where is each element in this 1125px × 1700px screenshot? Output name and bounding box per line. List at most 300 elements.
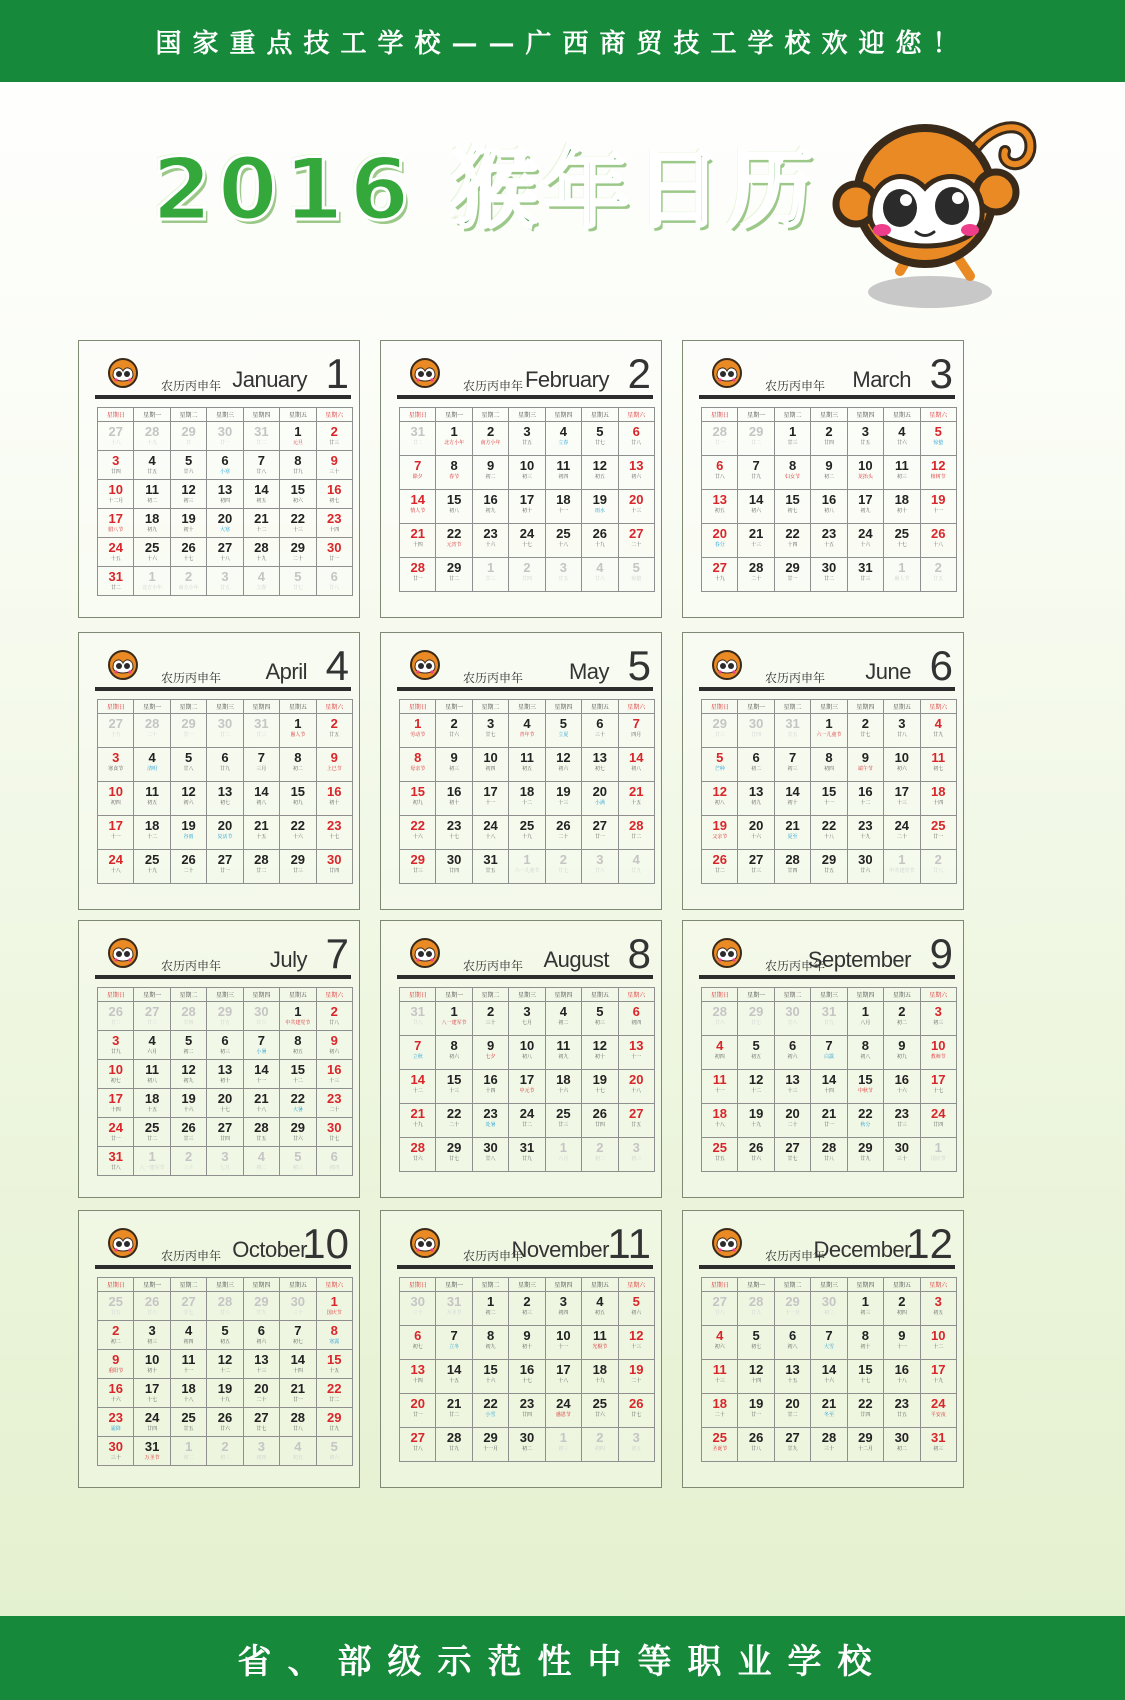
day-cell	[316, 1031, 352, 1060]
day-number: 10	[519, 458, 535, 473]
weekday-header: 星期六	[316, 988, 352, 1002]
day-cell	[400, 1036, 436, 1070]
lunar-day-label: 廿五	[485, 868, 496, 874]
day-number: 28	[712, 424, 727, 439]
lunar-day-label: 廿七	[631, 1412, 642, 1418]
lunar-day-label: 小满	[594, 800, 605, 806]
day-number: 18	[894, 492, 910, 507]
weekday-header: 星期六	[618, 700, 654, 714]
lunar-day-label: 廿九	[292, 469, 303, 475]
lunar-day-label: 初五	[594, 1310, 605, 1316]
day-cell	[98, 816, 134, 850]
day-number: 27	[217, 1120, 233, 1135]
day-number: 2	[523, 1294, 531, 1309]
day-cell	[738, 1002, 774, 1036]
monkey-icon	[103, 353, 143, 393]
week-row	[702, 1070, 957, 1104]
day-cell	[811, 782, 847, 816]
lunar-day-label: 十六	[147, 556, 158, 562]
lunar-day-label: 廿二	[412, 440, 423, 446]
day-number: 3	[221, 1149, 229, 1164]
weekday-header: 星期四	[545, 1278, 581, 1292]
lunar-year-label: 农历丙申年	[765, 1249, 826, 1263]
day-cell	[920, 558, 956, 592]
monkey-icon	[405, 933, 445, 973]
day-cell	[738, 422, 774, 456]
lunar-day-label: 三十	[183, 1165, 194, 1171]
lunar-day-label: 十九	[933, 1378, 944, 1384]
day-number: 1	[486, 560, 495, 575]
week-row	[702, 524, 957, 558]
lunar-day-label: 初六	[714, 1344, 725, 1350]
day-cell	[280, 1350, 316, 1379]
lunar-day-label: 初九	[183, 1078, 194, 1084]
day-number: 15	[290, 1062, 306, 1077]
week-row	[702, 1360, 957, 1394]
weekday-header: 星期二	[472, 1278, 508, 1292]
day-number: 6	[596, 716, 604, 731]
day-cell	[738, 1036, 774, 1070]
weekday-header: 星期五	[280, 1278, 316, 1292]
lunar-day-label: 小寒	[219, 469, 230, 475]
day-cell	[280, 451, 316, 480]
week-row	[400, 1360, 655, 1394]
day-cell	[509, 1002, 545, 1036]
weekday-header: 星期三	[509, 408, 545, 422]
day-number: 3	[898, 716, 906, 731]
day-number: 30	[894, 1140, 910, 1155]
day-cell	[280, 782, 316, 816]
lunar-day-label: 十一	[823, 800, 834, 806]
week-row	[98, 422, 353, 451]
day-number: 25	[181, 1410, 196, 1425]
day-number: 28	[712, 1004, 727, 1019]
lunar-day-label: 八一建军节	[139, 1165, 165, 1171]
lunar-day-label: 十一	[714, 1088, 725, 1094]
lunar-day-label: 初九	[751, 800, 762, 806]
day-cell	[738, 714, 774, 748]
day-number: 29	[785, 560, 800, 575]
day-cell	[98, 509, 134, 538]
day-number: 12	[556, 750, 571, 765]
lunar-day-label: 六月	[147, 1049, 158, 1055]
week-row	[98, 1321, 353, 1350]
lunar-day-label: 初三	[183, 498, 194, 504]
lunar-day-label: 十六	[485, 542, 496, 548]
lunar-day-label: 廿七	[594, 440, 605, 446]
week-row	[400, 1002, 655, 1036]
day-cell	[316, 422, 352, 451]
weekday-header: 星期二	[774, 1278, 810, 1292]
weekday-header: 星期三	[811, 700, 847, 714]
week-row	[98, 748, 353, 782]
week-row	[400, 850, 655, 884]
day-number: 7	[632, 716, 640, 731]
day-cell	[207, 1437, 243, 1466]
lunar-day-label: 初十	[521, 508, 532, 514]
day-cell	[702, 1292, 738, 1326]
lunar-day-label: 廿四	[594, 1122, 605, 1128]
day-number: 31	[858, 560, 873, 575]
day-cell	[436, 524, 472, 558]
weekday-header: 星期四	[243, 700, 279, 714]
day-cell	[170, 422, 206, 451]
day-cell	[545, 456, 581, 490]
lunar-day-label: 十五	[256, 834, 267, 840]
lunar-day-label: 廿三	[147, 1020, 158, 1026]
lunar-day-label: 六一儿童节	[514, 868, 540, 874]
weekday-header: 星期六	[920, 408, 956, 422]
day-cell	[618, 782, 654, 816]
day-number: 27	[785, 1430, 800, 1445]
day-number: 11	[712, 1362, 727, 1377]
weekday-row	[702, 700, 957, 714]
day-number: 5	[596, 424, 604, 439]
day-cell	[436, 1394, 472, 1428]
lunar-day-label: 初三	[933, 1020, 944, 1026]
day-cell	[400, 714, 436, 748]
day-number: 24	[556, 1396, 571, 1411]
day-number: 18	[144, 818, 160, 833]
day-number: 23	[446, 818, 462, 833]
day-number: 24	[108, 852, 123, 867]
day-number: 4	[898, 424, 906, 439]
day-cell	[170, 748, 206, 782]
lunar-day-label: 廿一	[412, 1412, 423, 1418]
lunar-day-label: 十三	[751, 542, 762, 548]
day-number: 12	[748, 1362, 764, 1377]
lunar-day-label: 十六	[860, 542, 871, 548]
day-number: 26	[108, 1004, 123, 1019]
day-number: 16	[519, 1362, 535, 1377]
day-cell	[545, 1138, 581, 1172]
day-cell	[436, 1428, 472, 1462]
day-number: 11	[145, 784, 159, 799]
lunar-day-label: 十七	[219, 1107, 230, 1113]
week-row	[98, 538, 353, 567]
lunar-day-label: 廿八	[823, 1156, 834, 1162]
day-number: 2	[596, 1430, 604, 1445]
day-cell	[920, 1326, 956, 1360]
weekday-row	[702, 988, 957, 1002]
day-number: 24	[858, 526, 873, 541]
day-number: 16	[821, 492, 837, 507]
day-number: 5	[752, 1328, 760, 1343]
day-cell	[847, 1104, 883, 1138]
week-row	[702, 1394, 957, 1428]
lunar-day-label: 二十	[256, 1397, 267, 1403]
day-cell	[884, 1036, 920, 1070]
month-header	[699, 641, 955, 691]
day-number: 3	[112, 750, 120, 765]
day-cell	[436, 1360, 472, 1394]
day-cell	[243, 480, 279, 509]
lunar-day-label: 十四	[110, 1107, 121, 1113]
day-number: 26	[712, 852, 727, 867]
day-cell	[134, 748, 170, 782]
day-cell	[243, 1437, 279, 1466]
week-row	[98, 509, 353, 538]
day-number: 13	[712, 492, 727, 507]
lunar-day-label: 初六	[183, 800, 194, 806]
lunar-day-label: 廿一	[110, 1136, 121, 1142]
day-number: 25	[144, 1120, 160, 1135]
day-cell	[170, 1379, 206, 1408]
lunar-day-label: 初十	[147, 1368, 158, 1374]
day-number: 12	[712, 784, 727, 799]
lunar-year-label: 农历丙申年	[463, 671, 524, 685]
day-cell	[98, 1031, 134, 1060]
day-number: 29	[290, 1120, 306, 1135]
day-cell	[243, 1002, 279, 1031]
day-number: 31	[410, 1004, 425, 1019]
day-number: 9	[898, 1038, 906, 1053]
weekday-header: 星期四	[847, 988, 883, 1002]
month-number: 2	[627, 350, 651, 397]
day-cell	[582, 456, 618, 490]
day-cell	[472, 748, 508, 782]
day-number: 13	[410, 1362, 425, 1377]
day-number: 29	[254, 1294, 269, 1309]
day-cell	[316, 1002, 352, 1031]
day-number: 3	[934, 1294, 942, 1309]
day-cell	[738, 490, 774, 524]
day-cell	[774, 490, 810, 524]
weekday-header: 星期二	[170, 1278, 206, 1292]
day-cell	[280, 1321, 316, 1350]
lunar-day-label: 廿	[186, 440, 192, 446]
lunar-day-label: 廿四	[219, 1136, 230, 1142]
day-cell	[170, 451, 206, 480]
day-cell	[98, 1350, 134, 1379]
day-number: 11	[181, 1352, 196, 1367]
day-number: 18	[712, 1396, 727, 1411]
lunar-day-label: 二十	[787, 1122, 798, 1128]
lunar-year-label: 农历丙申年	[161, 959, 222, 973]
lunar-day-label: 十七	[896, 542, 907, 548]
lunar-day-label: 廿九	[751, 1310, 762, 1316]
day-cell	[280, 480, 316, 509]
day-number: 20	[785, 1106, 800, 1121]
day-cell	[702, 1070, 738, 1104]
day-cell	[243, 1147, 279, 1176]
day-number: 14	[254, 482, 269, 497]
day-cell	[98, 1089, 134, 1118]
day-number: 21	[254, 818, 269, 833]
month-calendar	[380, 1210, 662, 1488]
lunar-day-label: 十七	[933, 1088, 944, 1094]
day-number: 27	[144, 1004, 160, 1019]
day-number: 2	[112, 1323, 120, 1338]
day-number: 21	[254, 1091, 269, 1106]
day-number: 4	[184, 1323, 193, 1338]
day-number: 28	[144, 716, 160, 731]
lunar-day-label: 廿九	[329, 1426, 340, 1432]
lunar-day-label: 廿九	[933, 732, 944, 738]
weekday-header: 星期五	[280, 408, 316, 422]
day-cell	[811, 1002, 847, 1036]
day-number: 26	[592, 526, 608, 541]
day-number: 1	[148, 569, 156, 584]
lunar-day-label: 十四	[751, 1378, 762, 1384]
day-cell	[280, 816, 316, 850]
lunar-year-label: 农历丙申年	[463, 1249, 524, 1263]
lunar-day-label: 十二	[412, 1088, 423, 1094]
day-number: 1	[294, 424, 302, 439]
lunar-day-label: 初二	[183, 1049, 194, 1055]
lunar-day-label: 初七	[594, 766, 605, 772]
day-cell	[920, 850, 956, 884]
lunar-day-label: 廿七	[329, 1136, 340, 1142]
day-cell	[582, 1394, 618, 1428]
week-row	[400, 422, 655, 456]
lunar-day-label: 初三	[449, 766, 460, 772]
weekday-header: 星期二	[472, 988, 508, 1002]
day-number: 28	[821, 1140, 837, 1155]
lunar-day-label: 初二	[292, 766, 303, 772]
day-number: 28	[629, 818, 644, 833]
lunar-day-label: 初二	[485, 1310, 496, 1316]
day-number: 30	[446, 852, 462, 867]
lunar-day-label: 雨水	[594, 508, 605, 514]
lunar-day-label: 二十	[147, 732, 158, 738]
lunar-day-label: 初五	[933, 1310, 944, 1316]
lunar-day-label: 廿五	[521, 440, 532, 446]
day-cell	[774, 816, 810, 850]
month-calendar	[380, 340, 662, 618]
day-number: 8	[450, 1038, 458, 1053]
lunar-day-label: 廿一	[219, 440, 230, 446]
day-number: 29	[483, 1430, 498, 1445]
lunar-day-label: 初二	[183, 1455, 194, 1461]
day-cell	[98, 1060, 134, 1089]
day-cell	[170, 1089, 206, 1118]
day-number: 4	[294, 1439, 302, 1454]
month-number: 1	[325, 350, 349, 397]
day-number: 28	[290, 1410, 306, 1425]
day-cell	[472, 558, 508, 592]
day-cell	[472, 782, 508, 816]
day-cell	[582, 1326, 618, 1360]
day-number: 6	[414, 1328, 422, 1343]
day-cell	[811, 1428, 847, 1462]
day-number: 14	[629, 750, 644, 765]
day-number: 26	[931, 526, 946, 541]
lunar-day-label: 廿六	[292, 1136, 303, 1142]
day-cell	[98, 1408, 134, 1437]
day-cell	[316, 1350, 352, 1379]
day-cell	[884, 524, 920, 558]
day-number: 15	[410, 784, 425, 799]
weekday-header: 星期六	[618, 408, 654, 422]
day-cell	[316, 1089, 352, 1118]
day-cell	[582, 850, 618, 884]
day-number: 4	[257, 569, 266, 584]
day-cell	[884, 748, 920, 782]
day-number: 19	[748, 1396, 764, 1411]
lunar-day-label: 二十	[631, 542, 642, 548]
lunar-day-label: 圣诞节	[712, 1446, 728, 1452]
day-cell	[920, 456, 956, 490]
lunar-day-label: 廿九	[823, 1020, 834, 1026]
day-cell	[134, 1060, 170, 1089]
weekday-row	[400, 700, 655, 714]
lunar-day-label: 大暑	[292, 1107, 303, 1113]
week-row	[400, 748, 655, 782]
week-row	[400, 1036, 655, 1070]
lunar-day-label: 廿四	[751, 732, 762, 738]
day-number: 2	[330, 716, 338, 731]
day-number: 19	[181, 1091, 196, 1106]
day-cell	[702, 1360, 738, 1394]
week-row	[702, 456, 957, 490]
day-number: 28	[254, 852, 269, 867]
day-cell	[774, 1428, 810, 1462]
lunar-day-label: 廿五	[714, 1156, 725, 1162]
day-cell	[738, 456, 774, 490]
lunar-day-label: 廿六	[896, 440, 907, 446]
day-number: 15	[290, 482, 306, 497]
day-cell	[98, 1118, 134, 1147]
day-number: 31	[144, 1439, 160, 1454]
day-cell	[920, 1292, 956, 1326]
lunar-day-label: 十九	[594, 1378, 605, 1384]
lunar-day-label: 十七	[449, 834, 460, 840]
day-number: 4	[148, 1033, 156, 1048]
day-number: 29	[290, 540, 306, 555]
lunar-day-label: 平安夜	[930, 1412, 946, 1418]
lunar-day-label: 十八	[219, 556, 230, 562]
day-number: 5	[632, 560, 640, 575]
weekday-header: 星期四	[545, 408, 581, 422]
day-number: 2	[898, 1294, 906, 1309]
day-number: 3	[523, 424, 531, 439]
lunar-day-label: 二十	[751, 576, 762, 582]
day-number: 31	[821, 1004, 837, 1019]
day-cell	[316, 1060, 352, 1089]
lunar-day-label: 十九	[110, 732, 121, 738]
weekday-header: 星期日	[98, 700, 134, 714]
day-number: 18	[712, 1106, 727, 1121]
day-cell	[509, 714, 545, 748]
day-cell	[316, 714, 352, 748]
lunar-day-label: 十七	[860, 1378, 871, 1384]
lunar-day-label: 廿四	[110, 469, 121, 475]
day-number: 30	[217, 716, 233, 731]
day-cell	[243, 1292, 279, 1321]
day-cell	[207, 1147, 243, 1176]
day-cell	[170, 1408, 206, 1437]
lunar-day-label: 十八	[823, 834, 834, 840]
weekday-header: 星期日	[702, 1278, 738, 1292]
lunar-day-label: 初十	[219, 1078, 230, 1084]
day-number: 12	[592, 1038, 608, 1053]
weekday-header: 星期三	[509, 988, 545, 1002]
day-cell	[316, 782, 352, 816]
weekday-header: 星期四	[243, 1278, 279, 1292]
day-cell	[774, 1138, 810, 1172]
lunar-day-label: 十三	[714, 1378, 725, 1384]
day-cell	[436, 1036, 472, 1070]
day-cell	[884, 1002, 920, 1036]
lunar-day-label: 廿二	[329, 1397, 340, 1403]
weekday-header: 星期二	[170, 408, 206, 422]
day-number: 3	[112, 453, 120, 468]
day-cell	[738, 524, 774, 558]
day-number: 30	[519, 1430, 535, 1445]
week-row	[400, 1104, 655, 1138]
lunar-day-label: 廿三	[183, 1136, 194, 1142]
